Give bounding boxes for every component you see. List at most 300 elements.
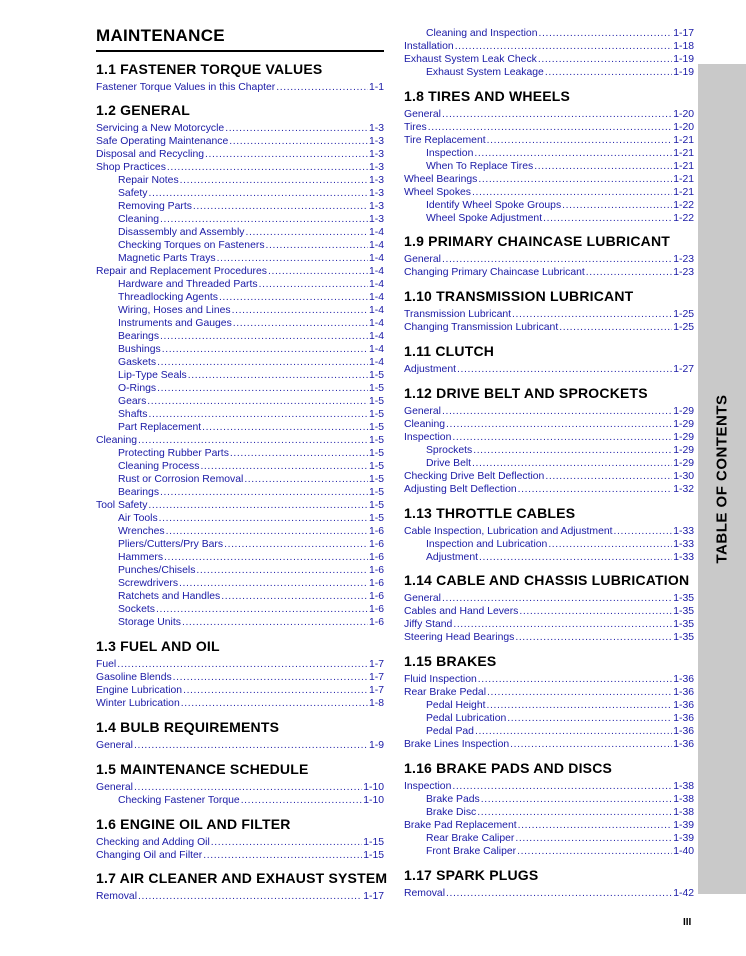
toc-entry[interactable] (404, 525, 694, 538)
toc-subentry[interactable] (96, 382, 384, 395)
dot-leader (539, 28, 673, 40)
toc-entry[interactable] (404, 431, 694, 444)
toc-subentry[interactable] (96, 317, 384, 330)
toc-entry[interactable] (96, 122, 384, 135)
dot-leader (232, 305, 368, 317)
section-heading: 1.14 CABLE AND CHASSIS LUBRICATION (404, 572, 690, 588)
toc-entry[interactable] (96, 836, 384, 849)
entry-page: 1-8 (368, 698, 384, 709)
section-heading: 1.16 BRAKE PADS AND DISCS (404, 760, 613, 776)
toc-subentry[interactable] (404, 845, 694, 858)
toc-entry[interactable] (404, 592, 694, 605)
toc-section (404, 866, 694, 900)
dot-leader (179, 578, 368, 590)
entry-page: 1-6 (368, 604, 384, 615)
dot-leader (138, 891, 362, 903)
side-tab (698, 64, 746, 894)
dot-leader (241, 795, 363, 807)
entry-page: 1-29 (673, 406, 694, 417)
toc-entry[interactable] (404, 673, 694, 686)
toc-entry[interactable] (404, 780, 694, 793)
entry-page: 1-30 (673, 471, 694, 482)
dot-leader (442, 406, 672, 418)
toc-entry[interactable] (404, 631, 694, 644)
dot-leader (543, 213, 672, 225)
toc-subentry[interactable] (96, 447, 384, 460)
toc-entry[interactable] (404, 887, 694, 900)
toc-entry[interactable] (96, 434, 384, 447)
toc-entry[interactable] (96, 739, 384, 752)
entry-page: 1-5 (368, 435, 384, 446)
entry-page: 1-10 (363, 795, 384, 806)
dot-leader (562, 200, 672, 212)
toc-entry[interactable] (96, 658, 384, 671)
toc-entry[interactable] (96, 81, 384, 94)
toc-entry[interactable] (404, 40, 694, 53)
entry-page: 1-5 (368, 461, 384, 472)
dot-leader (518, 820, 673, 832)
entry-page: 1-4 (368, 344, 384, 355)
toc-entry[interactable] (404, 405, 694, 418)
toc-entry[interactable] (96, 684, 384, 697)
toc-entry[interactable] (404, 108, 694, 121)
side-tab-label: TABLE OF CONTENTS (713, 394, 731, 564)
toc-entry[interactable] (404, 321, 694, 334)
entry-page: 1-5 (368, 500, 384, 511)
dot-leader (586, 267, 672, 279)
toc-subentry[interactable] (96, 512, 384, 525)
toc-section (404, 571, 694, 644)
toc-subentry[interactable] (96, 564, 384, 577)
entry-title: Front Brake Caliper (426, 846, 517, 857)
entry-title: Inspection (404, 432, 452, 443)
entry-title: Cleaning and Inspection (426, 28, 538, 39)
dot-leader (148, 500, 368, 512)
dot-leader (534, 161, 672, 173)
toc-entry[interactable] (404, 121, 694, 134)
entry-title: Servicing a New Motorcycle (96, 123, 225, 134)
entry-title: Exhaust System Leakage (426, 67, 544, 78)
dot-leader (512, 309, 672, 321)
toc-subentry[interactable] (404, 160, 694, 173)
dot-leader (478, 174, 672, 186)
toc-subentry[interactable] (404, 538, 694, 551)
toc-subentry[interactable] (404, 147, 694, 160)
toc-subentry[interactable] (404, 699, 694, 712)
entry-title: Checking and Adding Oil (96, 837, 210, 848)
toc-section (96, 101, 384, 629)
entry-page: 1-3 (368, 201, 384, 212)
entry-title: Checking Torques on Fasteners (118, 240, 265, 251)
toc-subentry[interactable] (96, 239, 384, 252)
entry-page: 1-6 (368, 565, 384, 576)
toc-entry[interactable] (404, 470, 694, 483)
toc-subentry[interactable] (96, 551, 384, 564)
section-heading: 1.6 ENGINE OIL AND FILTER (96, 816, 291, 832)
entry-title: Adjustment (404, 364, 456, 375)
dot-leader (173, 672, 368, 684)
entry-title: Threadlocking Agents (118, 292, 218, 303)
entry-title: General (404, 593, 441, 604)
toc-entry[interactable] (404, 605, 694, 618)
entry-page: 1-35 (673, 593, 694, 604)
toc-subentry[interactable] (96, 794, 384, 807)
entry-title: Rust or Corrosion Removal (118, 474, 244, 485)
toc-subentry[interactable] (96, 486, 384, 499)
toc-subentry[interactable] (404, 712, 694, 725)
dot-leader (147, 396, 368, 408)
entry-title: Transmission Lubricant (404, 309, 512, 320)
toc-subentry[interactable] (96, 473, 384, 486)
entry-title: Gaskets (118, 357, 157, 368)
entry-page: 1-23 (673, 254, 694, 265)
toc-subentry[interactable] (404, 199, 694, 212)
dot-leader (548, 539, 672, 551)
dot-leader (230, 448, 368, 460)
entry-page: 1-20 (673, 122, 694, 133)
dot-leader (268, 266, 368, 278)
toc-subentry[interactable] (96, 200, 384, 213)
toc-entry[interactable] (404, 253, 694, 266)
toc-section (404, 287, 694, 334)
toc-entry[interactable] (96, 135, 384, 148)
dot-leader (203, 850, 362, 862)
dot-leader (157, 357, 368, 369)
toc-subentry[interactable] (96, 369, 384, 382)
dot-leader (193, 201, 368, 213)
entry-title: Drive Belt (426, 458, 472, 469)
entry-title: Screwdrivers (118, 578, 179, 589)
toc-entry[interactable] (96, 781, 384, 794)
entry-page: 1-29 (673, 458, 694, 469)
toc-section (96, 60, 384, 94)
toc-subentry[interactable] (96, 252, 384, 265)
toc-entry[interactable] (404, 819, 694, 832)
dot-leader (452, 432, 672, 444)
entry-page: 1-4 (368, 240, 384, 251)
entry-page: 1-9 (368, 740, 384, 751)
dot-leader (517, 846, 672, 858)
entry-title: Punches/Chisels (118, 565, 196, 576)
entry-title: General (96, 782, 133, 793)
toc-entry[interactable] (96, 849, 384, 862)
dot-leader (157, 383, 368, 395)
entry-title: Cable Inspection, Lubrication and Adjustment (404, 526, 613, 537)
toc-subentry[interactable] (404, 725, 694, 738)
dot-leader (148, 409, 368, 421)
dot-leader (452, 781, 672, 793)
dot-leader (507, 713, 672, 725)
toc-subentry[interactable] (404, 66, 694, 79)
section-heading: 1.15 BRAKES (404, 653, 497, 669)
dot-leader (545, 471, 672, 483)
entry-page: 1-4 (368, 266, 384, 277)
dot-leader (518, 484, 673, 496)
entry-title: Identify Wheel Spoke Groups (426, 200, 562, 211)
entry-page: 1-3 (368, 123, 384, 134)
entry-title: Rear Brake Caliper (426, 833, 515, 844)
toc-entry[interactable] (96, 148, 384, 161)
entry-page: 1-21 (673, 187, 694, 198)
dot-leader (225, 123, 368, 135)
toc-subentry[interactable] (404, 793, 694, 806)
dot-leader (266, 240, 368, 252)
toc-subentry[interactable] (96, 226, 384, 239)
entry-page: 1-5 (368, 396, 384, 407)
dot-leader (474, 148, 672, 160)
toc-entry[interactable] (404, 266, 694, 279)
toc-entry[interactable] (404, 418, 694, 431)
dot-leader (219, 292, 368, 304)
entry-page: 1-5 (368, 448, 384, 459)
toc-section (404, 759, 694, 858)
entry-title: Engine Lubrication (96, 685, 183, 696)
entry-title: O-Rings (118, 383, 157, 394)
dot-leader (183, 685, 368, 697)
entry-title: Changing Oil and Filter (96, 850, 203, 861)
toc-entry[interactable] (404, 186, 694, 199)
entry-title: Inspection (426, 148, 474, 159)
entry-page: 1-6 (368, 539, 384, 550)
toc-subentry[interactable] (96, 590, 384, 603)
section-heading: 1.13 THROTTLE CABLES (404, 505, 576, 521)
toc-entry[interactable] (404, 738, 694, 751)
toc-subentry[interactable] (404, 27, 694, 40)
toc-subentry[interactable] (96, 525, 384, 538)
entry-title: Repair Notes (118, 175, 179, 186)
entry-page: 1-22 (673, 213, 694, 224)
entry-title: Fastener Torque Values in this Chapter (96, 82, 276, 93)
entry-page: 1-6 (368, 552, 384, 563)
dot-leader (181, 698, 368, 710)
toc-subentry[interactable] (96, 538, 384, 551)
entry-title: Rear Brake Pedal (404, 687, 487, 698)
entry-title: Steering Head Bearings (404, 632, 515, 643)
entry-page: 1-38 (673, 807, 694, 818)
entry-page: 1-5 (368, 422, 384, 433)
dot-leader (455, 41, 673, 53)
dot-leader (442, 254, 672, 266)
toc-subentry[interactable] (404, 444, 694, 457)
toc-subentry[interactable] (96, 278, 384, 291)
toc-entry[interactable] (404, 173, 694, 186)
toc-entry[interactable] (404, 53, 694, 66)
dot-leader (134, 782, 362, 794)
toc-entry[interactable] (404, 134, 694, 147)
toc-section (404, 652, 694, 751)
toc-subentry[interactable] (96, 187, 384, 200)
toc-entry[interactable] (404, 483, 694, 496)
entry-title: Gasoline Blends (96, 672, 172, 683)
entry-page: 1-4 (368, 357, 384, 368)
entry-title: Wiring, Hoses and Lines (118, 305, 231, 316)
entry-title: Cleaning (404, 419, 446, 430)
entry-page: 1-17 (673, 28, 694, 39)
toc-subentry[interactable] (96, 330, 384, 343)
toc-subentry[interactable] (96, 174, 384, 187)
dot-leader (244, 474, 368, 486)
entry-title: Instruments and Gauges (118, 318, 232, 329)
entry-page: 1-36 (673, 713, 694, 724)
entry-title: Lip-Type Seals (118, 370, 187, 381)
entry-page: 1-4 (368, 318, 384, 329)
toc-entry[interactable] (404, 686, 694, 699)
toc-subentry[interactable] (96, 577, 384, 590)
toc-subentry[interactable] (96, 421, 384, 434)
entry-page: 1-3 (368, 136, 384, 147)
toc-subentry[interactable] (404, 551, 694, 564)
entry-page: 1-29 (673, 419, 694, 430)
entry-title: Fuel (96, 659, 117, 670)
toc-section (96, 869, 388, 903)
entry-title: General (404, 406, 441, 417)
toc-subentry[interactable] (96, 395, 384, 408)
entry-page: 1-15 (363, 850, 384, 861)
entry-title: Shop Practices (96, 162, 166, 173)
dot-leader (442, 593, 672, 605)
dot-leader (481, 794, 672, 806)
entry-title: Cleaning (118, 214, 160, 225)
toc-subentry[interactable] (96, 356, 384, 369)
entry-page: 1-32 (673, 484, 694, 495)
entry-page: 1-19 (673, 54, 694, 65)
toc-entry[interactable] (96, 499, 384, 512)
dot-leader (224, 539, 368, 551)
dot-leader (510, 739, 672, 751)
toc-entry[interactable] (96, 697, 384, 710)
entry-page: 1-5 (368, 409, 384, 420)
dot-leader (515, 632, 672, 644)
entry-title: Adjustment (426, 552, 478, 563)
entry-page: 1-25 (673, 322, 694, 333)
entry-title: Bearings (118, 487, 160, 498)
entry-page: 1-4 (368, 331, 384, 342)
toc-section (404, 87, 694, 225)
entry-title: Cleaning (96, 435, 138, 446)
entry-page: 1-6 (368, 578, 384, 589)
toc-entry[interactable] (96, 265, 384, 278)
dot-leader (134, 740, 368, 752)
entry-page: 1-4 (368, 292, 384, 303)
toc-entry[interactable] (404, 363, 694, 376)
entry-page: 1-29 (673, 445, 694, 456)
page-title: MAINTENANCE (96, 26, 384, 52)
entry-title: Part Replacement (118, 422, 202, 433)
toc-subentry[interactable] (96, 460, 384, 473)
dot-leader (196, 565, 368, 577)
entry-page: 1-4 (368, 227, 384, 238)
dot-leader (428, 122, 672, 134)
entry-page: 1-36 (673, 674, 694, 685)
toc-section (404, 504, 694, 564)
entry-page: 1-29 (673, 432, 694, 443)
entry-title: Repair and Replacement Procedures (96, 266, 267, 277)
page-number: III (683, 917, 692, 928)
toc-subentry[interactable] (96, 343, 384, 356)
entry-page: 1-38 (673, 781, 694, 792)
toc-subentry[interactable] (96, 304, 384, 317)
section-heading: 1.5 MAINTENANCE SCHEDULE (96, 761, 309, 777)
toc-subentry[interactable] (404, 212, 694, 225)
dot-leader (446, 888, 672, 900)
entry-title: Adjusting Belt Deflection (404, 484, 517, 495)
entry-title: Brake Pads (426, 794, 480, 805)
toc-subentry[interactable] (96, 213, 384, 226)
entry-page: 1-7 (368, 685, 384, 696)
entry-title: Tool Safety (96, 500, 148, 511)
dot-leader (202, 422, 368, 434)
entry-page: 1-39 (673, 820, 694, 831)
dot-leader (164, 552, 368, 564)
entry-title: Safety (118, 188, 148, 199)
toc-section (404, 232, 694, 279)
entry-page: 1-27 (673, 364, 694, 375)
entry-title: Changing Primary Chaincase Lubricant (404, 267, 585, 278)
toc-entry[interactable] (404, 618, 694, 631)
dot-leader (233, 318, 368, 330)
toc-entry[interactable] (96, 890, 384, 903)
toc-section (96, 760, 384, 807)
dot-leader (559, 322, 672, 334)
dot-leader (519, 606, 672, 618)
toc-subentry[interactable] (404, 832, 694, 845)
dot-leader (162, 344, 368, 356)
dot-leader (180, 175, 368, 187)
entry-title: Removing Parts (118, 201, 192, 212)
toc-subentry[interactable] (96, 291, 384, 304)
entry-title: Sprockets (426, 445, 473, 456)
entry-title: Removal (404, 888, 445, 899)
entry-title: Cables and Hand Levers (404, 606, 519, 617)
entry-title: Inspection and Lubrication (426, 539, 548, 550)
entry-title: Protecting Rubber Parts (118, 448, 229, 459)
entry-title: Disposal and Recycling (96, 149, 205, 160)
entry-page: 1-3 (368, 162, 384, 173)
entry-title: Winter Lubrication (96, 698, 180, 709)
toc-subentry[interactable] (96, 603, 384, 616)
toc-section (404, 27, 694, 79)
dot-leader (148, 188, 368, 200)
dot-leader (442, 109, 672, 121)
dot-leader (478, 674, 672, 686)
dot-leader (479, 552, 672, 564)
section-heading: 1.10 TRANSMISSION LUBRICANT (404, 288, 634, 304)
toc-subentry[interactable] (96, 616, 384, 629)
dot-leader (276, 82, 368, 94)
dot-leader (472, 458, 672, 470)
toc-entry[interactable] (96, 161, 384, 174)
dot-leader (446, 419, 672, 431)
entry-title: Magnetic Parts Trays (118, 253, 216, 264)
toc-subentry[interactable] (404, 806, 694, 819)
entry-page: 1-7 (368, 659, 384, 670)
dot-leader (487, 700, 673, 712)
toc-subentry[interactable] (404, 457, 694, 470)
dot-leader (614, 526, 673, 538)
toc-section (404, 342, 694, 376)
entry-page: 1-6 (368, 526, 384, 537)
dot-leader (160, 331, 368, 343)
entry-page: 1-40 (673, 846, 694, 857)
dot-leader (515, 833, 672, 845)
section-heading: 1.7 AIR CLEANER AND EXHAUST SYSTEM (96, 870, 388, 886)
toc-subentry[interactable] (96, 408, 384, 421)
toc-entry[interactable] (404, 308, 694, 321)
entry-title: Tires (404, 122, 427, 133)
entry-title: Changing Transmission Lubricant (404, 322, 559, 333)
toc-entry[interactable] (96, 671, 384, 684)
entry-title: When To Replace Tires (426, 161, 534, 172)
